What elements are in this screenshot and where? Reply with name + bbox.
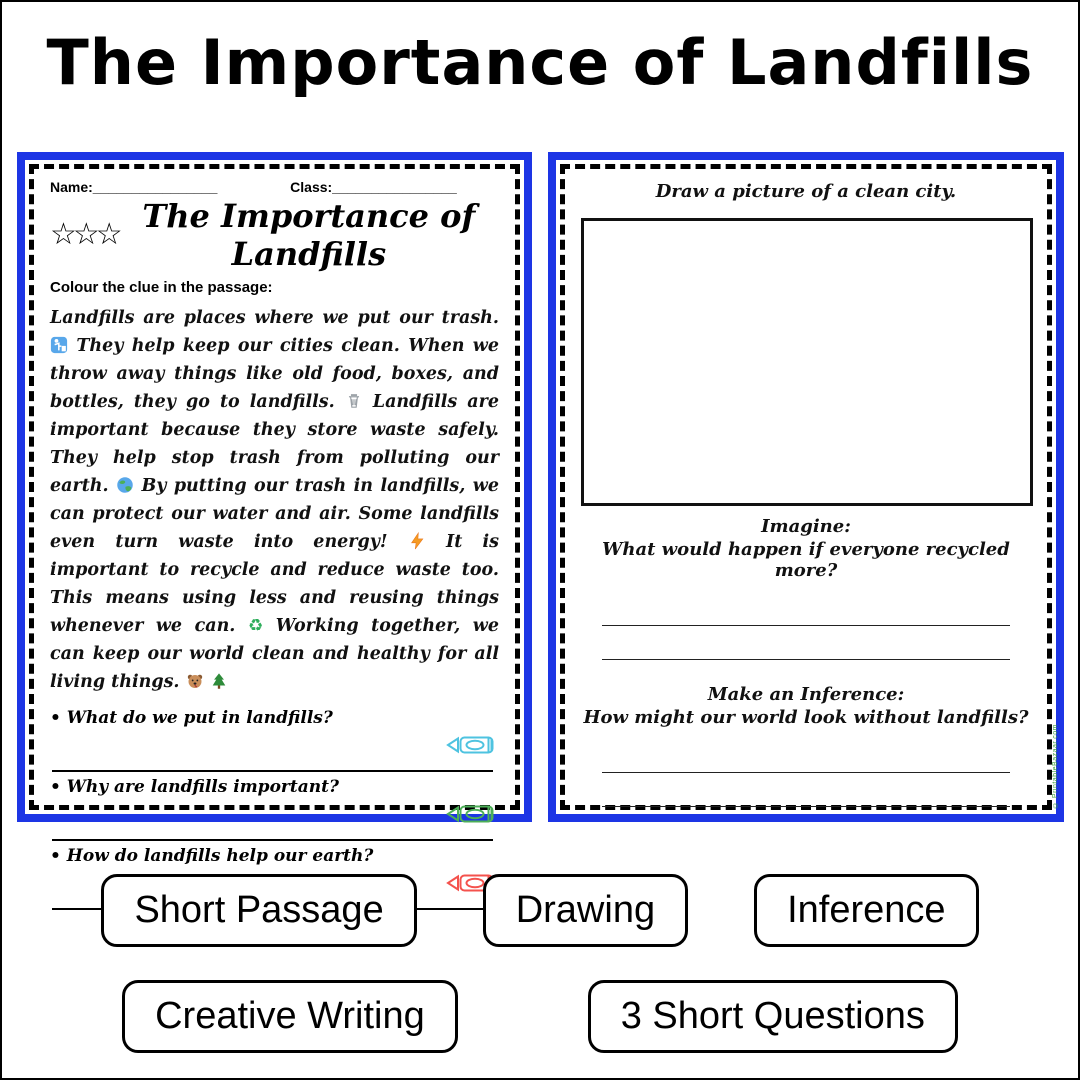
paper-right (556, 160, 1059, 814)
tag-drawing[interactable]: Drawing (483, 874, 688, 947)
cyan-crayon-icon (445, 734, 497, 756)
question-item (50, 777, 499, 846)
lightning-icon (408, 532, 426, 550)
class-field[interactable]: Class:________________ (290, 179, 457, 195)
answer-line[interactable] (52, 770, 493, 772)
passage-text: Landfills are places where we put our trash. They help keep our cities clean. When we throw away things like old food, boxes, and bottles, they go to landfills. Landfills are important because they store waste safely. They help stop trash from polluting our earth. By putting our trash in landfills, we can protect our water and air. Some landfills even turn waste into energy! It is important to recycle and reduce waste too. This means using less and reusing things whenever we can. ♻ Working together, we can keep our world clean and healthy for all living things. (50, 307, 499, 692)
copyright-text: © PrintableBazaar.com (1052, 723, 1059, 808)
evergreen-tree-icon (210, 672, 228, 690)
page-title: The Importance of Landfills (46, 26, 1034, 99)
question-item (50, 708, 499, 777)
drawing-prompt: Draw a picture of a clean city. (655, 181, 957, 202)
question-text: • Why are landfills important? (50, 777, 499, 797)
worksheet-page-left (17, 152, 532, 866)
tag-creative-writing[interactable]: Creative Writing (122, 980, 458, 1053)
drawing-box[interactable] (581, 218, 1033, 506)
tag-inference[interactable]: Inference (754, 874, 978, 947)
imagine-heading: Imagine: (761, 516, 851, 537)
writing-line[interactable] (602, 772, 1010, 773)
tag-3-short-questions[interactable]: 3 Short Questions (588, 980, 958, 1053)
green-crayon-icon (445, 803, 497, 825)
tags-row-2 (2, 980, 1078, 1053)
answer-line[interactable] (52, 839, 493, 841)
writing-line[interactable] (602, 806, 1010, 807)
imagine-question: What would happen if everyone recycled more? (602, 539, 1010, 581)
inference-question: How might our world look without landfills? (583, 707, 1029, 728)
tag-short-passage[interactable]: Short Passage (101, 874, 416, 947)
name-field[interactable]: Name:________________ (50, 179, 218, 195)
dashed-border-right (560, 164, 1052, 810)
question-text: • How do landfills help our earth? (50, 846, 499, 866)
dashed-border-left (29, 164, 520, 866)
star-rating-icon: ☆☆☆ (50, 218, 119, 252)
writing-line[interactable] (602, 625, 1010, 626)
paper-left (25, 160, 524, 866)
dog-icon (186, 672, 204, 690)
litter-disposal-icon (50, 336, 68, 354)
tags-row-1 (2, 874, 1078, 947)
worksheet-page-right (548, 152, 1064, 822)
recycle-icon: ♻ (247, 615, 264, 636)
inference-heading: Make an Inference: (707, 684, 905, 705)
wastebasket-icon (345, 392, 363, 410)
writing-line[interactable] (602, 659, 1010, 660)
question-text: • What do we put in landfills? (50, 708, 499, 728)
worksheet-title: The Importance of Landfills (142, 197, 476, 274)
instruction-label: Colour the clue in the passage: (50, 278, 273, 296)
earth-globe-icon (116, 476, 134, 494)
